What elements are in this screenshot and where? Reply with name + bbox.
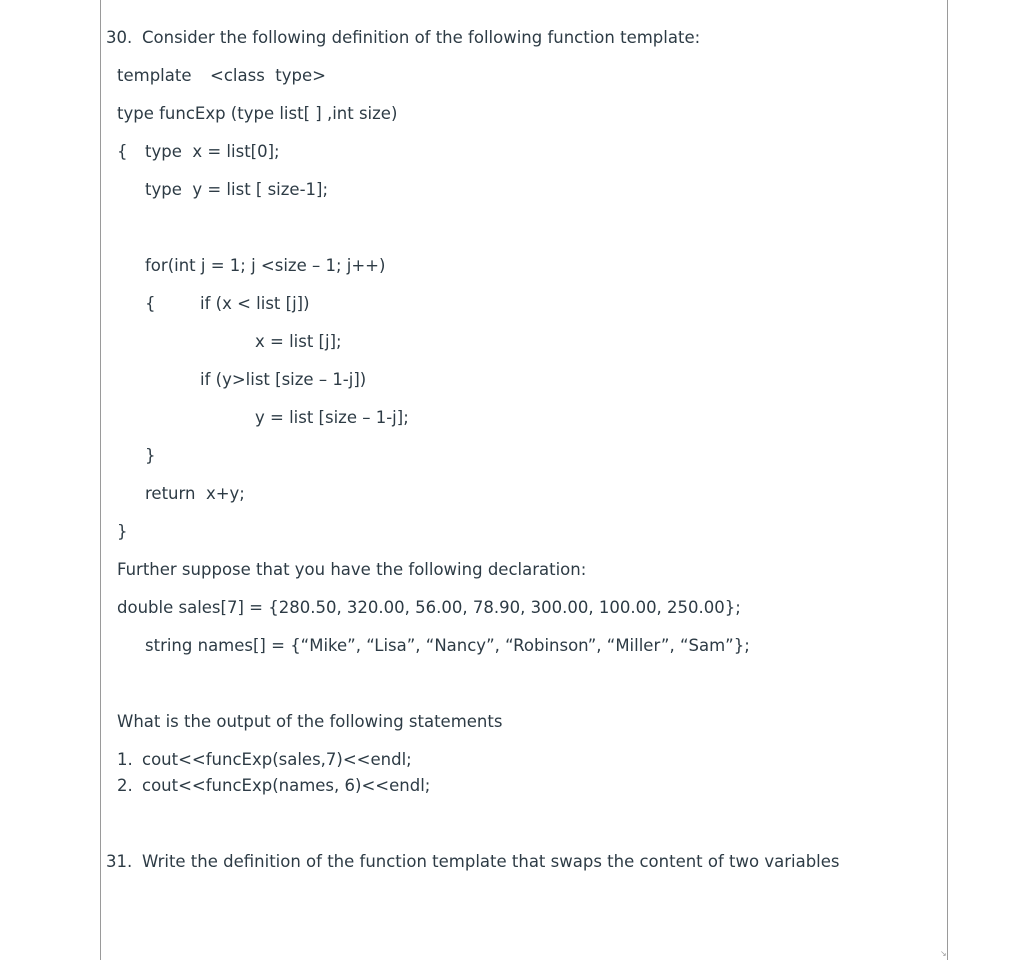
statement-1-text: cout<<funcExp(sales,7)<<endl; (142, 750, 412, 769)
code-signature: type funcExp (type list[ ] ,int size) (117, 104, 398, 123)
code-for-close-brace: } (145, 446, 156, 465)
code-decl-y: type y = list [ size-1]; (145, 180, 329, 199)
code-if-x: if (x < list [j]) (200, 294, 310, 313)
code-decl-x: type x = list[0]; (145, 142, 280, 161)
code-for-line: for(int j = 1; j <size – 1; j++) (145, 256, 386, 275)
output-question: What is the output of the following statements (117, 712, 503, 731)
code-class-type: <class type> (210, 66, 326, 85)
code-template-keyword: template (117, 66, 192, 85)
code-if-y: if (y>list [size – 1-j]) (200, 370, 367, 389)
sales-declaration: double sales[7] = {280.50, 320.00, 56.00, 78.90, 300.00, 100.00, 250.00}; (117, 598, 741, 617)
statement-2-text: cout<<funcExp(names, 6)<<endl; (142, 776, 431, 795)
code-close-brace: } (117, 522, 128, 541)
code-for-open-brace: { (145, 294, 156, 313)
q30-prompt: Consider the following definition of the following function template: (142, 28, 701, 47)
resize-handle-icon[interactable]: ↘ (940, 949, 947, 958)
statement-1-number: 1. (117, 750, 133, 769)
names-declaration: string names[] = {“Mike”, “Lisa”, “Nancy”, “Robinson”, “Miller”, “Sam”}; (145, 636, 750, 655)
code-return: return x+y; (145, 484, 245, 503)
statement-2-number: 2. (117, 776, 133, 795)
q30-number: 30. (106, 28, 133, 47)
further-suppose-text: Further suppose that you have the following declaration: (117, 560, 587, 579)
code-open-brace: { (117, 142, 128, 161)
code-assign-y: y = list [size – 1-j]; (255, 408, 409, 427)
q31-prompt: Write the definition of the function template that swaps the content of two variables (142, 852, 840, 871)
code-assign-x: x = list [j]; (255, 332, 342, 351)
q31-number: 31. (106, 852, 133, 871)
